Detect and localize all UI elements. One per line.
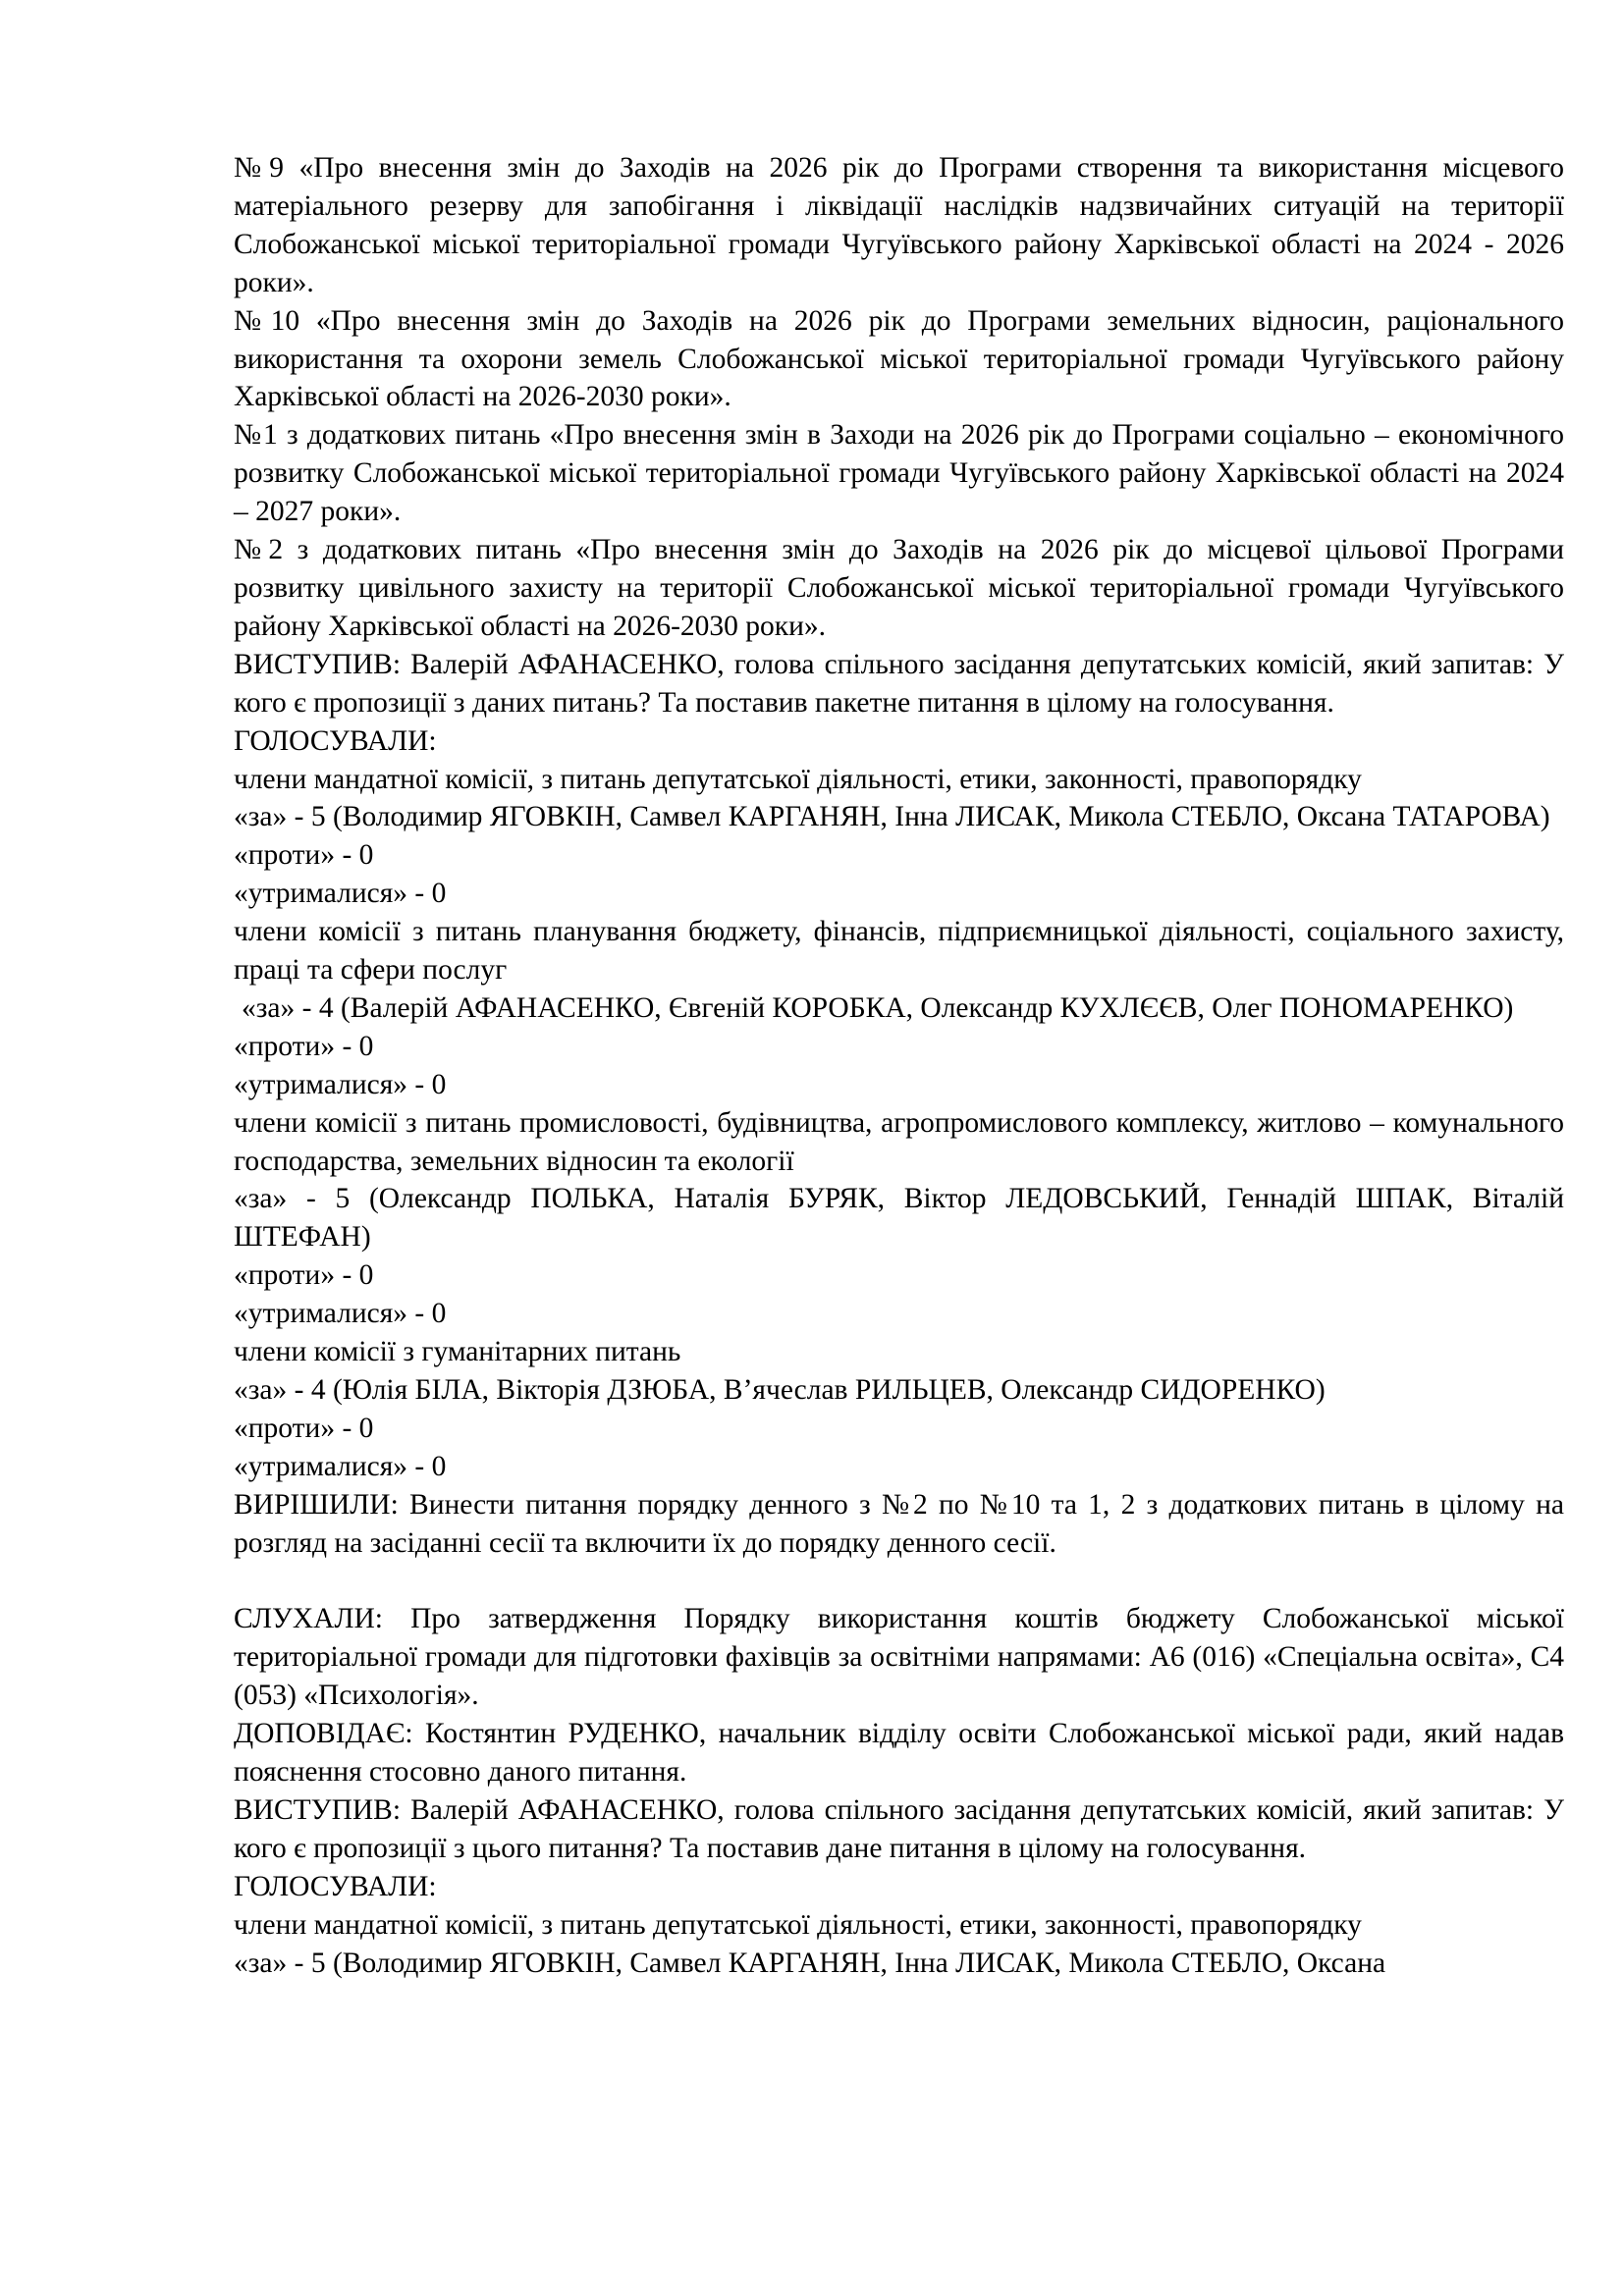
agenda-item-10: №10 «Про внесення змін до Заходів на 2026 рік до Програми земельних відносин, раціонального використання та охорони земель Слобожанської міської територіальної громади Чугуївського району Харківської області на 2026-2030 роки». [234,304,1564,413]
commission-mandate: члени мандатної комісії, з питань депутатської діяльності, етики, законності, правопорядку [234,1908,1362,1941]
voted-heading: ГОЛОСУВАЛИ: [234,724,437,757]
vote-for: «за» - 5 (Олександр ПОЛЬКА, Наталія БУРЯК, Віктор ЛЕДОВСЬКИЙ, Геннадій ШПАК, Віталій ШТЕФАН) [234,1183,1564,1254]
speaker-statement: ВИСТУПИВ: Валерій АФАНАСЕНКО, голова спільного засідання депутатських комісій, який запитав: У кого є пропозиції з цього питання? Та поставив дане питання в цілому на голосування. [234,1793,1564,1864]
agenda-item-9: №9 «Про внесення змін до Заходів на 2026 рік до Програми створення та використання місцевого матеріального резерву для запобігання і ліквідації наслідків надзвичайних ситуацій на території Слобожанської міської територіальної громади Чугуївського району Харківської області на 2024 - 2026 роки». [234,152,1564,298]
commission-mandate: члени мандатної комісії, з питань депутатської діяльності, етики, законності, правопорядку [234,763,1362,795]
vote-against: «проти» - 0 [234,1259,374,1292]
commission-budget: члени комісії з питань планування бюджету, фінансів, підприємницької діяльності, соціального захисту, праці та сфери послуг [234,916,1564,987]
vote-against: «проти» - 0 [234,1412,374,1444]
vote-for: «за» - 5 (Володимир ЯГОВКІН, Самвел КАРГАНЯН, Інна ЛИСАК, Микола СТЕБЛО, Оксана ТАТАРОВА) [234,801,1550,833]
vote-for: «за» - 4 (Валерій АФАНАСЕНКО, Євгеній КОРОБКА, Олександр КУХЛЄЄВ, Олег ПОНОМАРЕНКО) [242,991,1514,1024]
speaker-statement: ВИСТУПИВ: Валерій АФАНАСЕНКО, голова спільного засідання депутатських комісій, який запитав: У кого є пропозиції з даних питань? Та поставив пакетне питання в цілому на голосування. [234,648,1564,719]
additional-item-2: №2 з додаткових питань «Про внесення змін до Заходів на 2026 рік до місцевої цільової Програми розвитку цивільного захисту на території Слобожанської міської територіальної громади Чугуївського району Харківської області на 2026-2030 роки». [234,534,1564,642]
additional-item-1: №1 з додаткових питань «Про внесення змін в Заходи на 2026 рік до Програми соціально – економічного розвитку Слобожанської міської територіальної громади Чугуївського району Харківської області на 2024 – 2027 роки». [234,419,1564,528]
reporter-statement: ДОПОВІДАЄ: Костянтин РУДЕНКО, начальник відділу освіти Слобожанської міської ради, який надав пояснення стосовно даного питання. [234,1718,1564,1789]
vote-for: «за» - 4 (Юлія БІЛА, Вікторія ДЗЮБА, В’ячеслав РИЛЬЦЕВ, Олександр СИДОРЕНКО) [234,1374,1326,1406]
heard-item: СЛУХАЛИ: Про затвердження Порядку використання коштів бюджету Слобожанської міської територіальної громади для підготовки фахівців за освітніми напрямами: А6 (016) «Спеціальна освіта», С4 (053) «Психологія». [234,1603,1564,1712]
commission-industry: члени комісії з питань промисловості, будівництва, агропромислового комплексу, житлово – комунального господарства, земельних відносин та екології [234,1106,1564,1177]
commission-humanitarian: члени комісії з гуманітарних питань [234,1336,681,1368]
vote-against: «проти» - 0 [234,839,374,872]
vote-abstained: «утрималися» - 0 [234,1450,447,1482]
vote-abstained: «утрималися» - 0 [234,1068,447,1100]
vote-against: «проти» - 0 [234,1030,374,1062]
document-page [234,149,1564,1982]
vote-for: «за» - 5 (Володимир ЯГОВКІН, Самвел КАРГАНЯН, Інна ЛИСАК, Микола СТЕБЛО, Оксана [234,1947,1386,1979]
vote-abstained: «утрималися» - 0 [234,1298,447,1330]
voted-heading: ГОЛОСУВАЛИ: [234,1870,437,1902]
vote-abstained: «утрималися» - 0 [234,878,447,910]
blank-line [234,1563,1564,1601]
decision: ВИРІШИЛИ: Винести питання порядку денного з №2 по №10 та 1, 2 з додаткових питань в цілому на розгляд на засіданні сесії та включити їх до порядку денного сесії. [234,1488,1564,1559]
